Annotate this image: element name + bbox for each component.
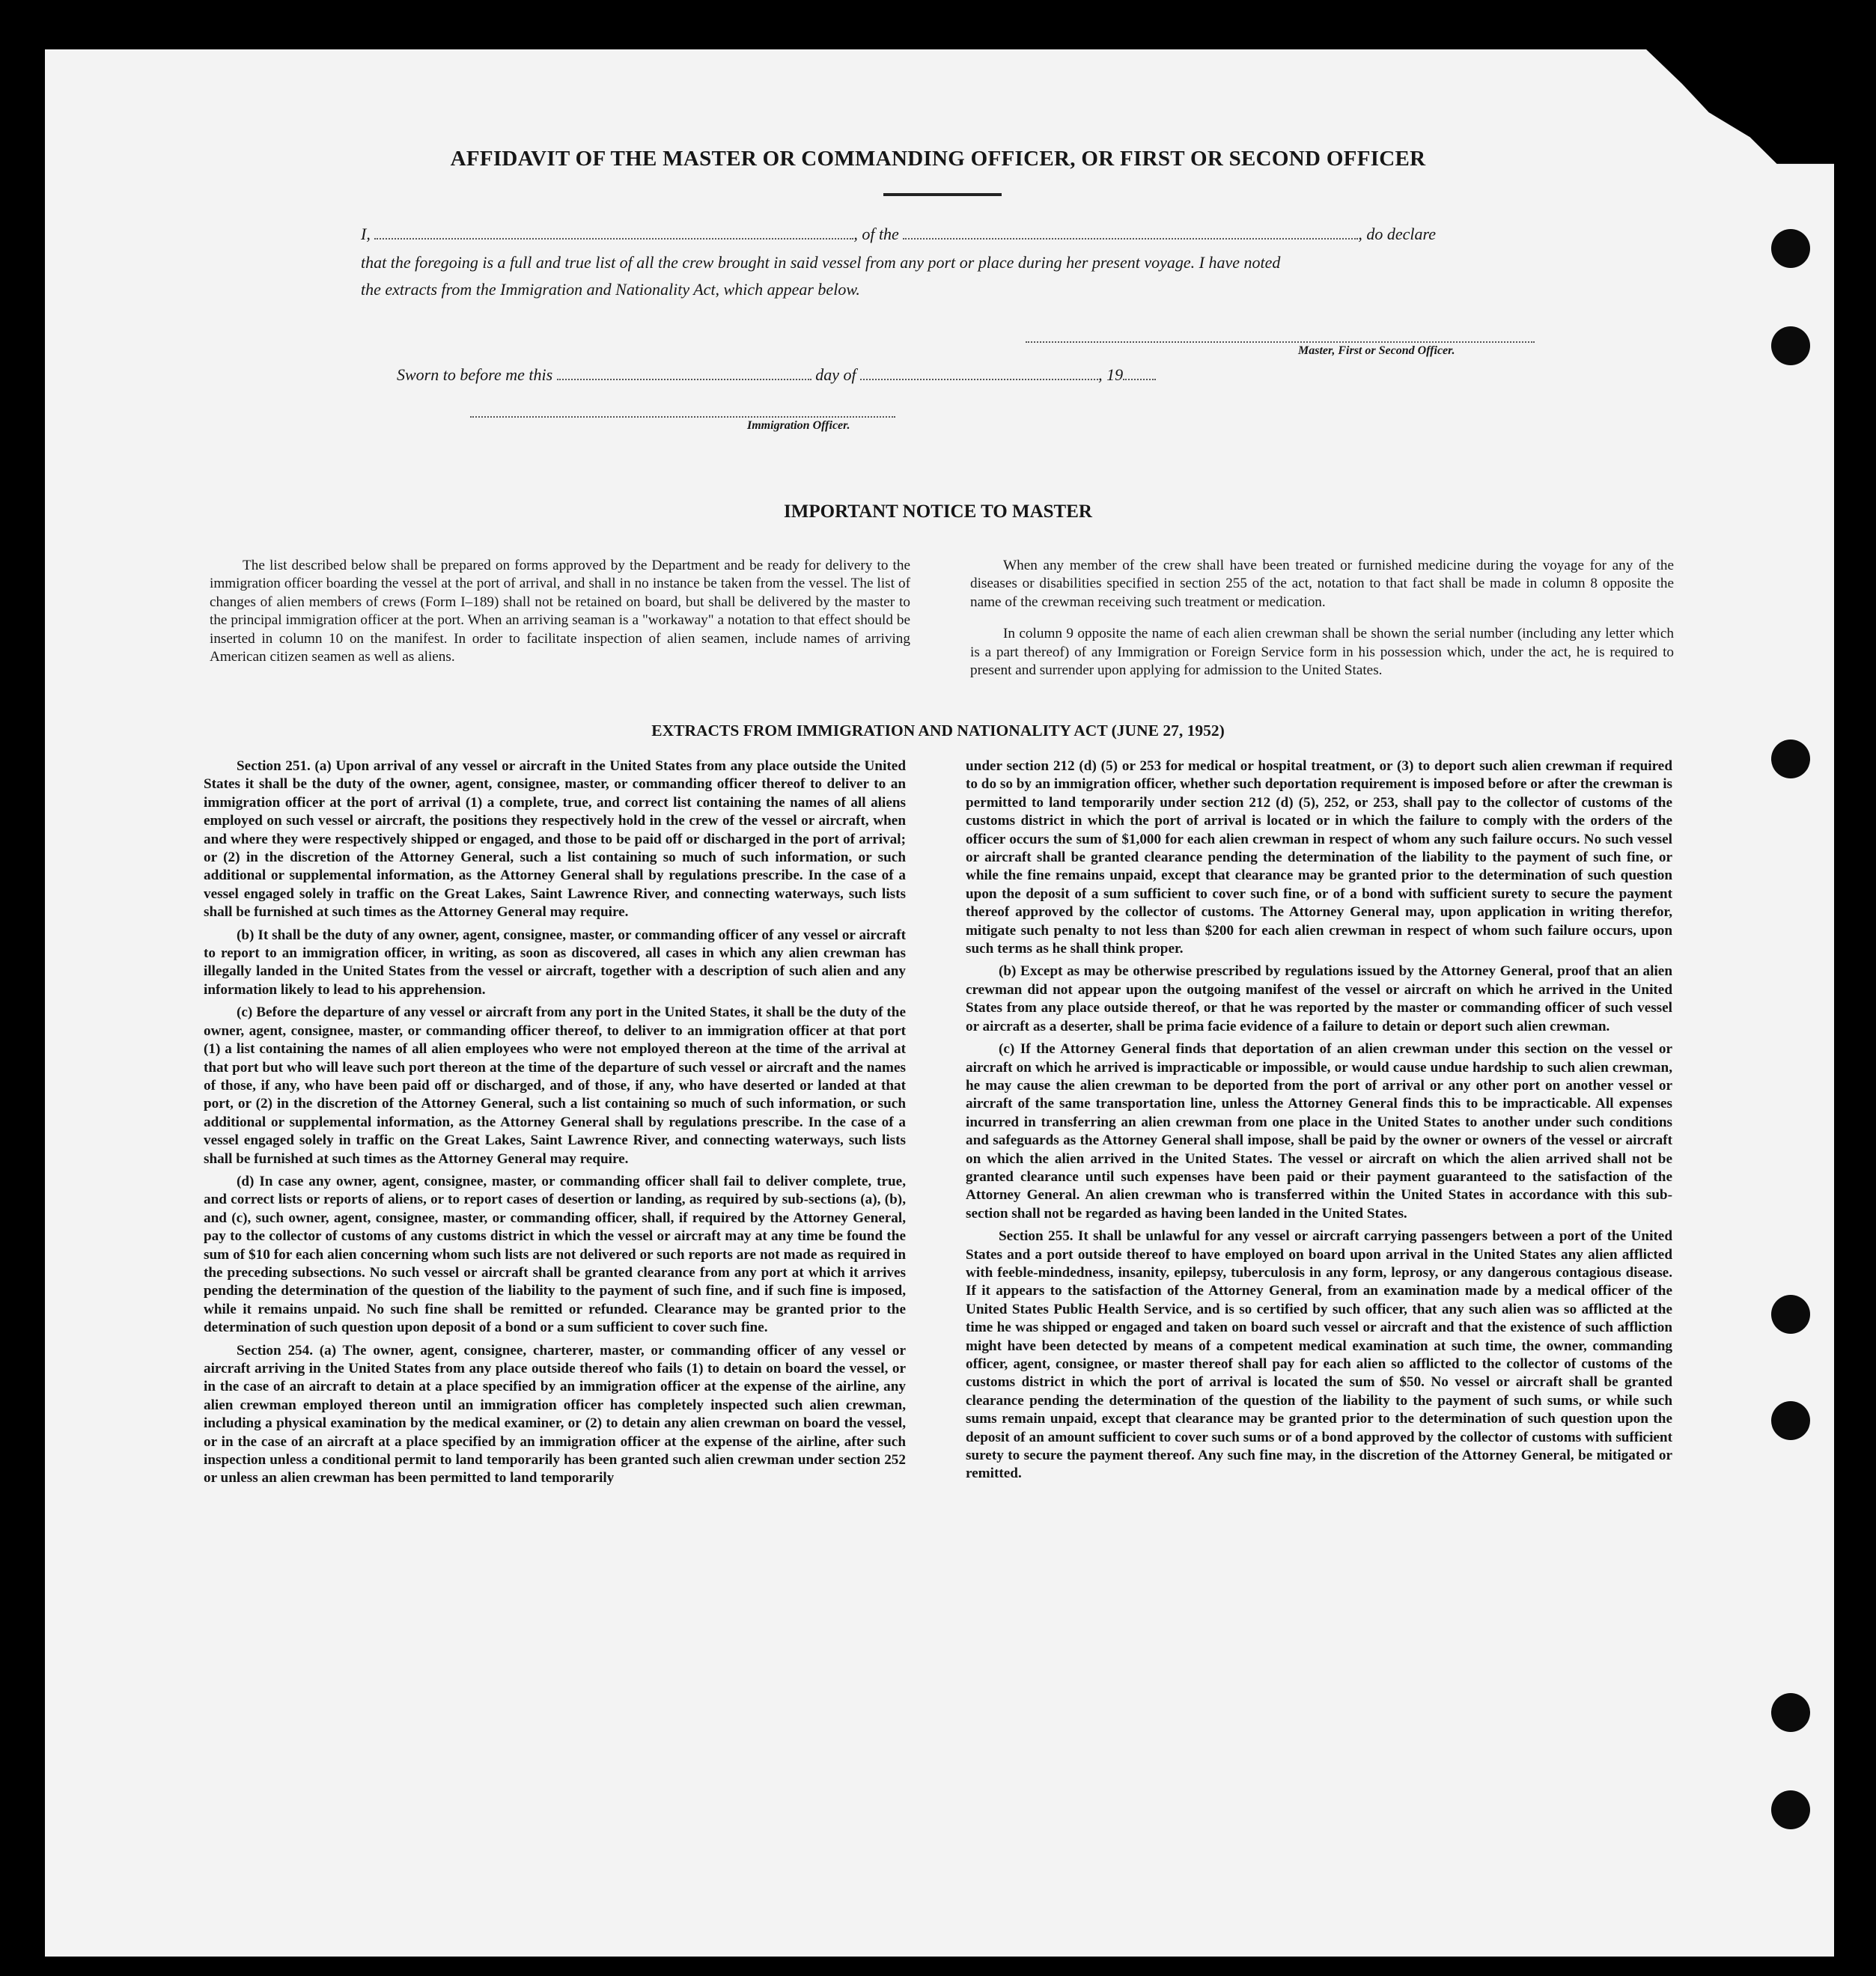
section-255: Section 255. It shall be unlawful for any vessel or aircraft carrying passengers between a port of the United States and a port outside thereof to have employed on board upon arrival in the United States any alien afflicted with feeble-mindedness, insanity, epilepsy, tuberculosis in any form, leprosy, or any dangerous contagious disease. If it appears to the satisfaction of the Attorney General, from an examination made by a medical officer of the United States Public Health Service, and is so certified by such officer, that any such alien was so afflicted at the time he was shipped or engaged and taken on board such vessel or aircraft and that the existence of such affliction might have been detected by means of a competent medical examination at such time, the owner, commanding officer, agent, consignee, or master thereof shall pay for each alien so afflicted to the collector of customs of the customs district in which the port of arrival is located the sum of $50. No vessel or aircraft shall be granted clearance pending the determination of the question of the liability to the payment of such sums, or while such sums remain unpaid, except that clearance may be granted prior to the determination of such question upon the deposit of an amount sufficient to cover such sums or of a bond approved by the collector of customs with sufficient surety to secure the payment thereof. Any such fine may, in the discretion of the Attorney General, be mitigated or remitted. (966, 1228, 1672, 1482)
sworn-label: Sworn to before me this (397, 365, 553, 384)
sworn-line (397, 365, 1156, 385)
sworn-day-blank[interactable] (557, 368, 811, 380)
extracts-right-column (966, 757, 1672, 1488)
binder-hole-6 (1771, 1693, 1810, 1732)
declaration-line-2: that the foregoing is a full and true list of all the crew brought in said vessel from any port or place during her present voyage. I have noted (361, 253, 1281, 272)
section-254-b: (b) Except as may be otherwise prescribed by regulations issued by the Attorney General, proof that an alien crewman did not appear upon the outgoing manifest of the vessel or aircraft on which he arrived in the United States from any place outside thereof, or that he was reported by the master or commanding officer of such vessel or aircraft as a deserter, shall be prima facie evidence of a failure to detain or deport such alien crewman. (966, 963, 1672, 1034)
section-251-c: (c) Before the departure of any vessel or aircraft from any port in the United States, it shall be the duty of the owner, agent, consignee, master, or commanding officer thereof, to deliver to an immigration officer at that port (1) a list containing the names of all alien employees who were not employed thereon at the time of the arrival at that port but who will leave such port thereon at the time of the departure of such vessel or aircraft and the names of those, if any, who have been paid off or discharged, and of those, if any, who have deserted or landed at that port, or (2) in the discretion of the Attorney General, such a list containing so much of such information, or such additional or supplemental information, as the Attorney General shall by regulations prescribe. In the case of a vessel engaged solely in traffic on the Great Lakes, Saint Lawrence River, and connecting waterways, such lists shall be furnished at such times as the Attorney General may require. (204, 1004, 906, 1167)
binder-hole-3 (1771, 740, 1810, 778)
master-signature-line[interactable] (1026, 341, 1535, 343)
notice-title: IMPORTANT NOTICE TO MASTER (784, 501, 1092, 522)
sworn-month-blank[interactable] (860, 368, 1098, 380)
section-251-b: (b) It shall be the duty of any owner, agent, consignee, master, or commanding officer of any vessel or aircraft to report to an immigration officer, in writing, as soon as discovered, all cases in which any alien crewman has illegally landed in the United States from the vessel or aircraft, together with a description of such alien and any information likely to lead to his apprehension. (204, 927, 906, 998)
declaration-i-label: I, (361, 225, 371, 243)
title-rule (883, 193, 1002, 196)
notice-right-column (970, 557, 1674, 684)
binder-hole-7 (1771, 1790, 1810, 1829)
extracts-left-column (204, 757, 906, 1492)
section-254-a-continued: under section 212 (d) (5) or 253 for medical or hospital treatment, or (3) to deport such alien crewman if required to do so by an immigration officer, whether such deportation requirement is imposed before or after the crewman is permitted to land temporarily under section 212 (d) (5), 252, or 253, shall pay to the collector of customs of the customs district in which the port of arrival is located or in which the failure to comply with the orders of the officer occurs the sum of $1,000 for each alien crewman in respect of whom any such failure occurs. No such vessel or aircraft shall be granted clearance pending the determination of the liability to the payment of such fine, or while the fine remains unpaid, except that clearance may be granted prior to the determination of such question upon the deposit of a sum sufficient to cover such fine, or of a bond with sufficient surety to secure the payment thereof approved by the collector of customs. The Attorney General may, upon application in writing therefor, mitigate such penalty to not less than $200 for each alien crewman in respect of whom such failure occurs, upon such terms as he shall think proper. (966, 758, 1672, 957)
notice-left-paragraph: The list described below shall be prepared on forms approved by the Department and be ready for delivery to the immigration officer boarding the vessel at the port of arrival, and shall in no instance be taken from the vessel. The list of changes of alien members of crews (Form I–189) shall not be retained on board, but shall be delivered by the master to the principal immigration officer at the port. When an arriving seaman is a "workaway" a notation to that effect should be inserted in column 10 on the manifest. In order to facilitate inspection of alien seamen, include names of arriving American citizen seamen as well as aliens. (210, 558, 910, 665)
year-prefix: , 19 (1098, 365, 1124, 384)
binder-hole-5 (1771, 1401, 1810, 1440)
immigration-signature-line[interactable] (470, 416, 895, 418)
declaration-of-the: , of the (853, 225, 899, 243)
sworn-year-blank[interactable] (1123, 368, 1156, 380)
section-251-d: (d) In case any owner, agent, consignee, master, or commanding officer shall fail to deliver complete, true, and correct lists or reports of aliens, or to report cases of desertion or landing, as required by sub-sections (a), (b), and (c), such owner, agent, consignee, master, or commanding officer, shall, if required by the Attorney General, pay to the collector of customs of any customs district in which the vessel or aircraft may at any time be found the sum of $10 for each alien concerning whom such lists are not delivered or such reports are not made as required in the preceding subsections. No such vessel or aircraft shall be granted clearance from any port at which it arrives pending the determination of the question of the liability to the payment of such fine, and if such fine is imposed, while it remains unpaid. No such fine shall be remitted or refunded. Clearance may be granted prior to the determination of such question upon deposit of a bond or a sum sufficient to cover such fine. (204, 1173, 906, 1336)
day-of-label: day of (815, 365, 856, 384)
section-254-a: Section 254. (a) The owner, agent, consignee, charterer, master, or commanding officer of any vessel or aircraft arriving in the United States from any place outside thereof who fails (1) to detain on board the vessel, or in the case of an aircraft to detain at a place specified by an immigration officer at the expense of the airline, any alien crewman employed thereon until an immigration officer has completely inspected such alien crewman, including a physical examination by the medical examiner, or (2) to detain any alien crewman on board the vessel, or in the case of an aircraft at a place specified by an immigration officer at the expense of the airline, after such inspection unless a conditional permit to land temporarily has been granted such alien crewman under section 252 or unless an alien crewman has been permitted to land temporarily (204, 1342, 906, 1486)
notice-left-column (210, 557, 910, 671)
affidavit-title: AFFIDAVIT OF THE MASTER OR COMMANDING OFFICER, OR FIRST OR SECOND OFFICER (450, 147, 1426, 171)
notice-right-paragraph-2: In column 9 opposite the name of each alien crewman shall be shown the serial number (including any letter which is a part thereof) of any Immigration or Foreign Service form in his possession which, under the act, he is required to present and surrender upon applying for admission to the United States. (970, 626, 1674, 679)
declaration-do-declare: , do declare (1358, 225, 1436, 243)
declaration-line-1 (361, 225, 1436, 244)
section-251-a: Section 251. (a) Upon arrival of any vessel or aircraft in the United States from any place outside the United States it shall be the duty of the owner, agent, consignee, master, or commanding officer thereof to deliver to an immigration officer at the port of arrival (1) a complete, true, and correct list containing the names of all aliens employed on such vessel or aircraft, the positions they respectively hold in the crew of the vessel or aircraft, when and where they were respectively shipped or engaged, and those to be paid off or discharged in the port of arrival; or (2) in the discretion of the Attorney General, such a list containing so much of such information, or such additional or supplemental information, as the Attorney General shall by regulations prescribe. In the case of a vessel engaged solely in traffic on the Great Lakes, Saint Lawrence River, and connecting waterways, such lists shall be furnished at such times as the Attorney General may require. (204, 758, 906, 921)
declaration-line-3: the extracts from the Immigration and Nationality Act, which appear below. (361, 280, 860, 299)
binder-hole-1 (1771, 229, 1810, 268)
extracts-title: EXTRACTS FROM IMMIGRATION AND NATIONALITY ACT (JUNE 27, 1952) (651, 722, 1225, 740)
binder-hole-2 (1771, 326, 1810, 365)
section-254-c: (c) If the Attorney General finds that deportation of an alien crewman under this section on the vessel or aircraft on which he arrived is impracticable or impossible, or would cause undue hardship to such alien crewman, he may cause the alien crewman to be deported from the port of arrival or any other port on another vessel or aircraft of the same transportation line, unless the Attorney General finds this to be impracticable. All expenses incurred in transferring an alien crewman from one place in the United States to another under such conditions and safeguards as the Attorney General shall impose, shall be paid by the owner or owners of the vessel or aircraft on which the alien arrived in the United States. The vessel or aircraft on which the alien arrived shall not be granted clearance until such expenses have been paid or their payment guaranteed to the satisfaction of the Attorney General. An alien crewman who is transferred within the United States in accordance with this sub-section shall not be regarded as having been landed in the United States. (966, 1041, 1672, 1222)
name-blank[interactable] (374, 228, 853, 240)
master-signature-label: Master, First or Second Officer. (1298, 344, 1455, 357)
immigration-officer-label: Immigration Officer. (747, 419, 850, 432)
binder-hole-4 (1771, 1295, 1810, 1334)
notice-right-paragraph-1: When any member of the crew shall have been treated or furnished medicine during the voyage for any of the diseases or disabilities specified in section 255 of the act, notation to that fact shall be made in column 8 opposite the name of the crewman receiving such treatment or medication. (970, 558, 1674, 610)
vessel-blank[interactable] (903, 228, 1358, 240)
